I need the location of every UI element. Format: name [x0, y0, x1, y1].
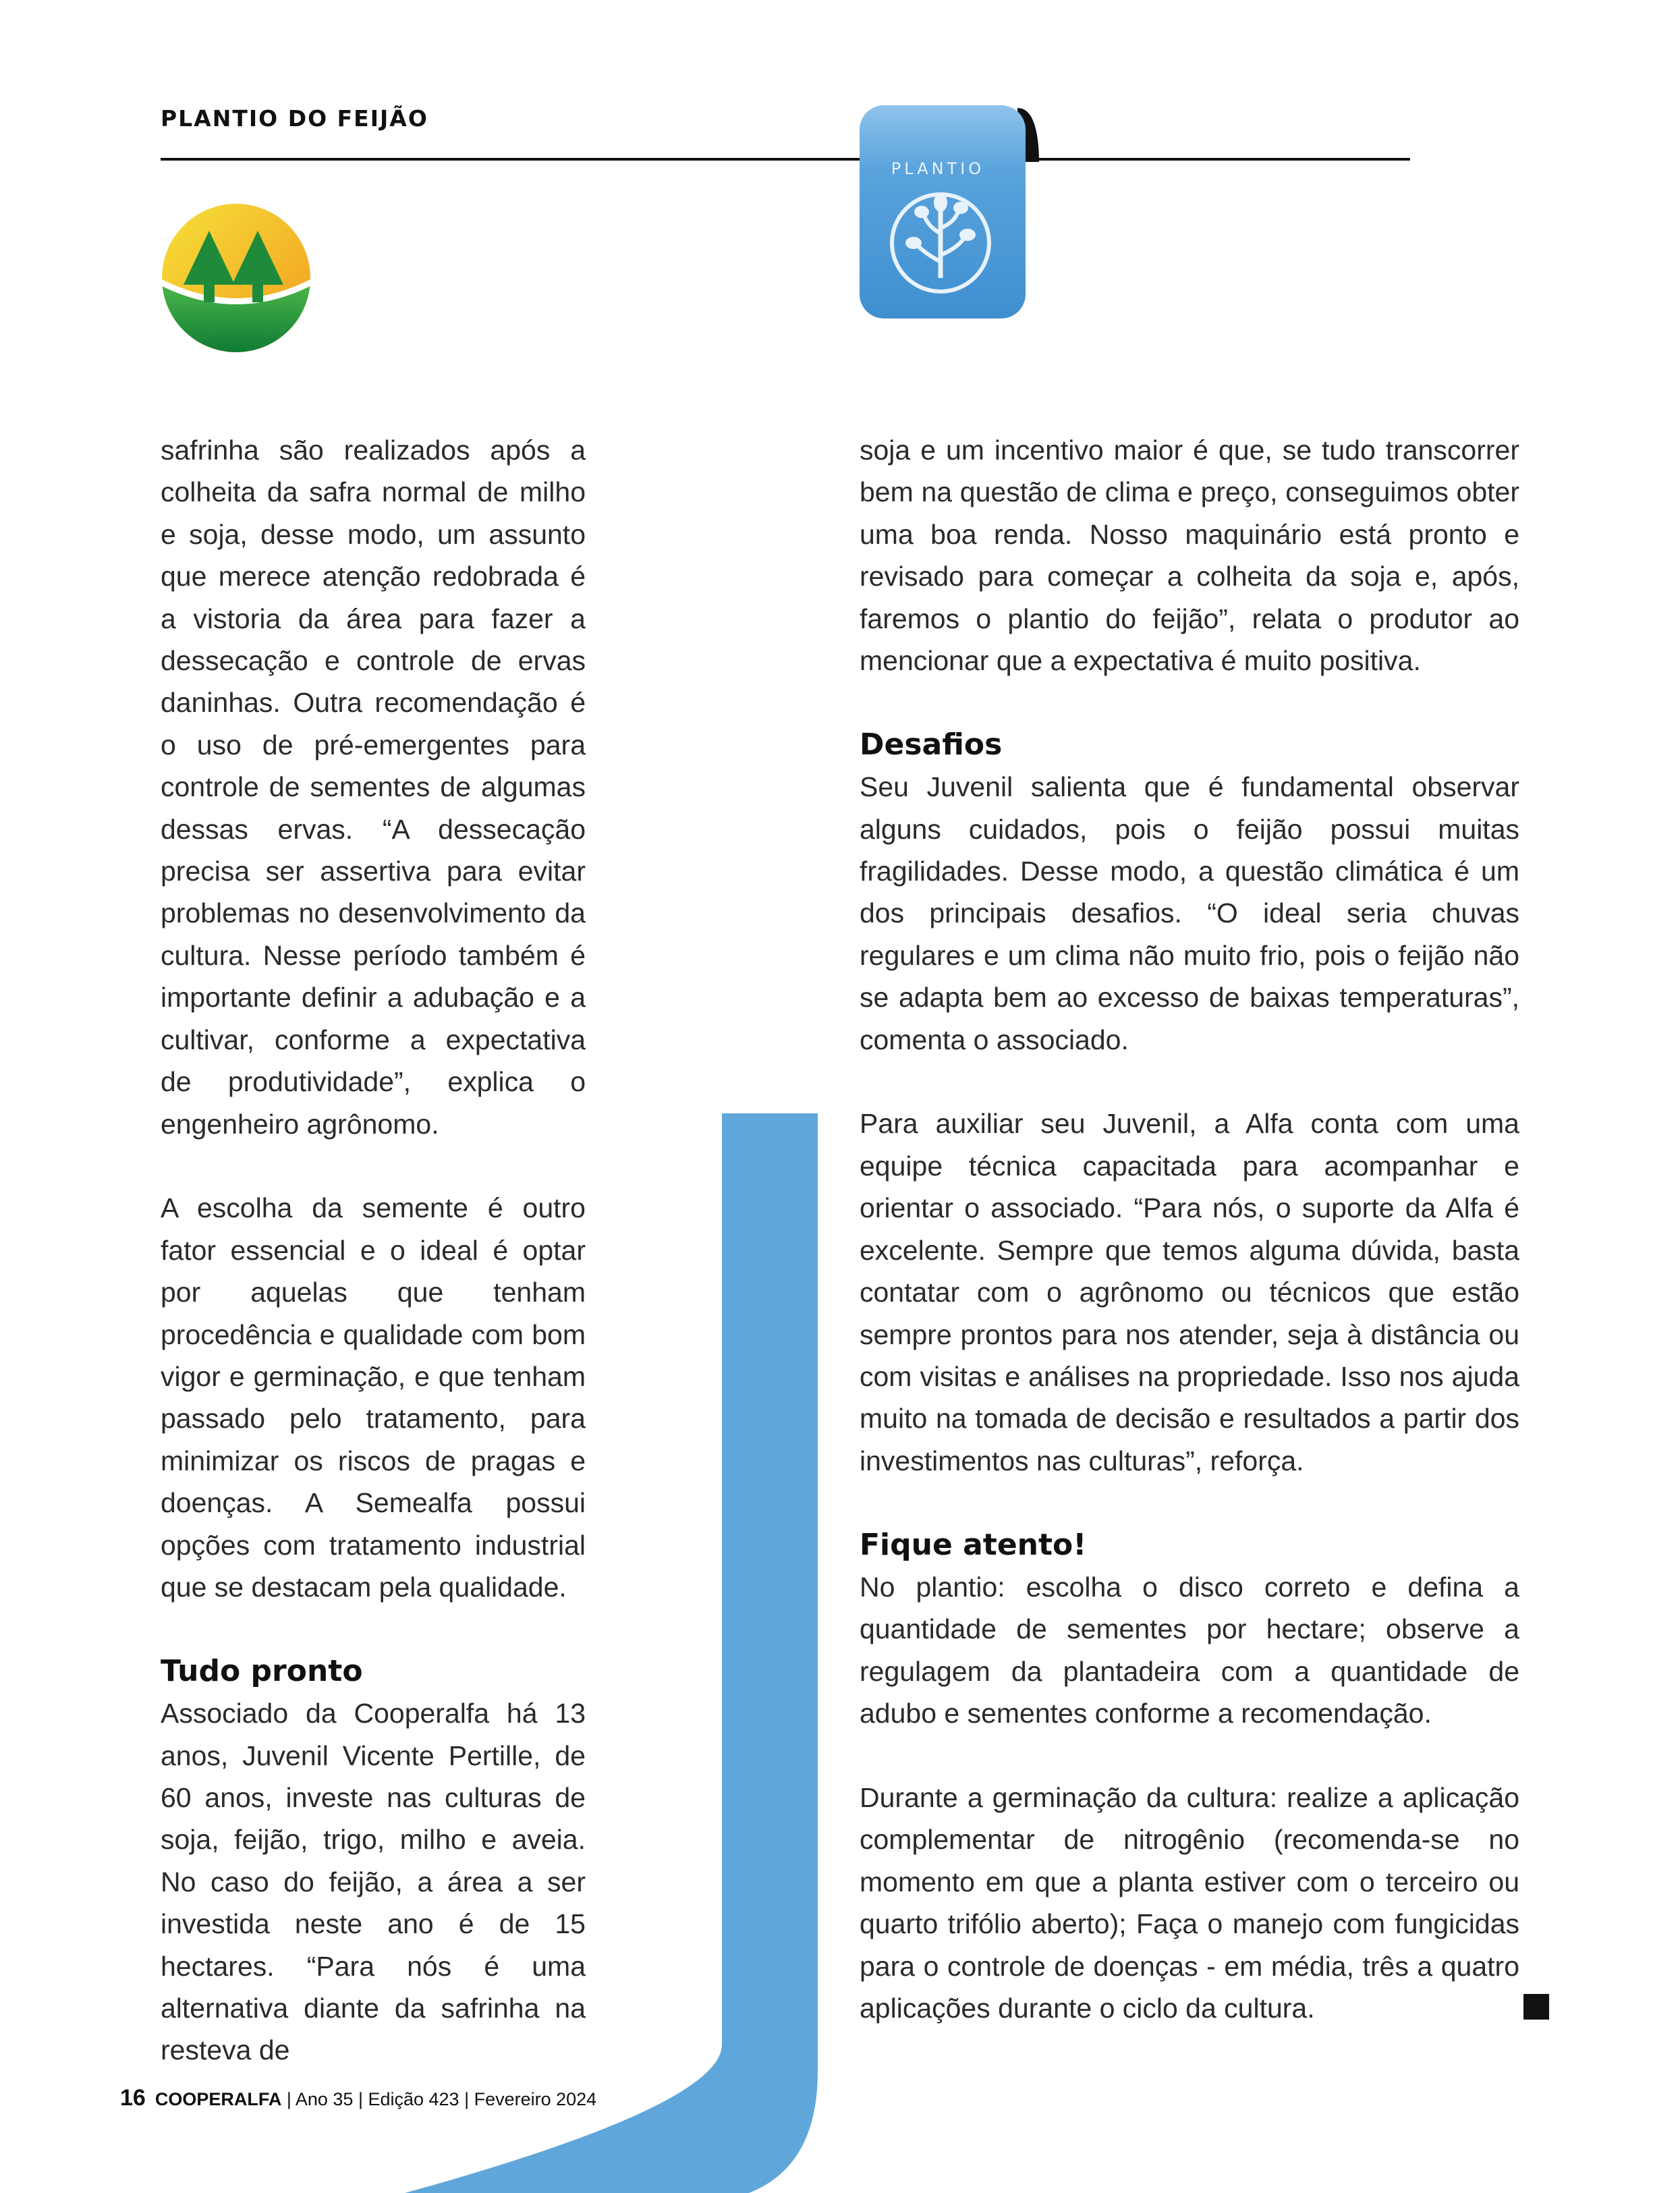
paragraph: Associado da Cooperalfa há 13 anos, Juvenil Vicente Pertille, de 60 anos, investe nas culturas de soja, feijão, trigo, milho e aveia. No caso do feijão, a área a ser investida neste ano é de 15 hectares. “Para nós é uma alternativa diante da safrinha na resteva de: [161, 1698, 586, 2066]
paragraph: safrinha são realizados após a colheita da safra normal de milho e soja, desse modo, um assunto que merece atenção redobrada é a vistoria da área para fazer a dessecação e controle de ervas daninhas. Outra recomendação é o uso de pré-emergentes para controle de sementes de algumas dessas ervas. “A dessecação precisa ser assertiva para evitar problemas no desenvolvimento da cultura. Nesse período também é importante definir a adubação e a cultivar, conforme a expectativa de produtividade”, explica o engenheiro agrônomo.: [161, 435, 586, 1140]
header-rule: [161, 158, 1410, 161]
paragraph: Para auxiliar seu Juvenil, a Alfa conta com uma equipe técnica capacitada para acompanhar e orientar o associado. “Para nós, o suporte da Alfa é excelente. Sempre que temos alguma dúvida, basta contatar com o agrônomo ou técnicos que estão sempre prontos para nos atender, seja à distância ou com visitas e análises na propriedade. Isso nos ajuda muito na tomada de decisão e resultados a partir dos investimentos nas culturas”, reforça.: [860, 1108, 1519, 1476]
end-of-article-mark: [1523, 1994, 1549, 2020]
footer-brand: COOPERALFA: [155, 2089, 282, 2109]
cooperative-logo: [161, 202, 312, 354]
plantio-tag-icon: [856, 101, 1078, 324]
tag-label: PLANTIO: [891, 159, 985, 178]
subheading: Tudo pronto: [161, 1653, 363, 1688]
page-footer: [120, 2085, 596, 2111]
left-column: [161, 429, 586, 2072]
paragraph: Seu Juvenil salienta que é fundamental observar alguns cuidados, pois o feijão possui muitas fragilidades. Desse modo, a questão climática é um dos principais desafios. “O ideal seria chuvas regulares e um clima não muito frio, pois o feijão não se adapta bem ao excesso de baixas temperaturas”, comenta o associado.: [860, 771, 1519, 1055]
subheading: Fique atento!: [860, 1527, 1087, 1562]
paragraph: A escolha da semente é outro fator essencial e o ideal é optar por aquelas que tenham procedência e qualidade com bom vigor e germinação, e que tenham passado pelo tratamento, para minimizar os riscos de pragas e doenças. A Semealfa possui opções com tratamento industrial que se destacam pela qualidade.: [161, 1192, 586, 1603]
paragraph: Durante a germinação da cultura: realize a aplicação complementar de nitrogênio (recomenda-se no momento em que a planta estiver com o terceiro ou quarto trifólio aberto); Faça o manejo com fungicidas para o controle de doenças - em média, três a quatro aplicações durante o ciclo da cultura.: [860, 1781, 1519, 2024]
section-title: PLANTIO DO FEIJÃO: [161, 105, 428, 132]
page-number: 16: [120, 2085, 146, 2111]
paragraph: No plantio: escolha o disco correto e defina a quantidade de sementes por hectare; observe a regulagem da plantadeira com a quantidade de adubo e sementes conforme a recomendação.: [860, 1571, 1519, 1729]
footer-details: | Ano 35 | Edição 423 | Fevereiro 2024: [281, 2089, 597, 2109]
subheading: Desafios: [860, 727, 1003, 762]
right-column: [860, 429, 1519, 2029]
paragraph: soja e um incentivo maior é que, se tudo transcorrer bem na questão de clima e preço, conseguimos obter uma boa renda. Nosso maquinário está pronto e revisado para começar a colheita da soja e, após, faremos o plantio do feijão”, relata o produtor ao mencionar que a expectativa é muito positiva.: [860, 435, 1519, 677]
